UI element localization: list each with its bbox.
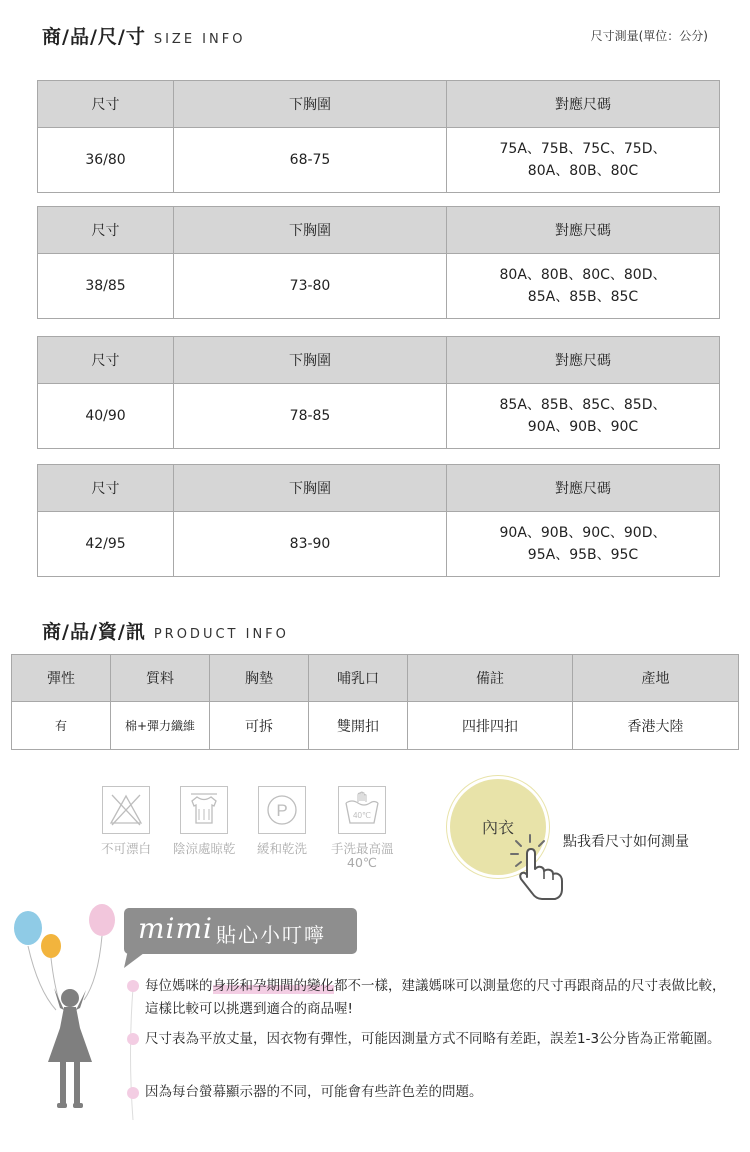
svg-text:P: P — [276, 801, 288, 820]
product-title-en: PRODUCT INFO — [153, 627, 289, 642]
header-size: 尺寸 — [38, 81, 174, 128]
cups-value: 75A、75B、75C、75D、 80A、80B、80C — [447, 128, 720, 193]
care-label: 不可漂白 — [100, 841, 151, 856]
size-table-header — [38, 465, 720, 512]
product-table-header — [12, 655, 739, 702]
tip-bullet — [127, 980, 139, 992]
care-no-bleach — [95, 786, 157, 856]
header-notes: 備註 — [408, 655, 573, 702]
balloon-orange — [41, 934, 61, 958]
dry-clean-p-icon — [258, 786, 306, 834]
size-table-header — [38, 207, 720, 254]
product-section-title — [42, 617, 289, 644]
tip-bullet — [127, 1033, 139, 1045]
size-table-3 — [37, 336, 720, 449]
table-row — [12, 702, 739, 750]
svg-text:40℃: 40℃ — [353, 811, 371, 820]
notes-value: 四排四扣 — [408, 702, 573, 750]
size-value: 38/85 — [38, 254, 174, 319]
no-bleach-icon — [102, 786, 150, 834]
table-row — [38, 512, 720, 577]
header-cups: 對應尺碼 — [447, 81, 720, 128]
unit-note: 尺寸測量(單位：公分) — [590, 29, 708, 43]
hand-wash-icon — [338, 786, 386, 834]
tip-item-3: 因為每台螢幕顯示器的不同，可能會有些許色差的問題。 — [145, 1084, 483, 1100]
size-title-en: SIZE INFO — [153, 32, 246, 47]
header-cups: 對應尺碼 — [447, 465, 720, 512]
header-size: 尺寸 — [38, 465, 174, 512]
header-underbust: 下胸圍 — [174, 207, 447, 254]
header-nursing-opening: 哺乳口 — [309, 655, 408, 702]
underbust-value: 83-90 — [174, 512, 447, 577]
nursing-opening-value: 雙開扣 — [309, 702, 408, 750]
product-info-table — [11, 654, 739, 750]
elasticity-value: 有 — [12, 702, 111, 750]
size-value: 42/95 — [38, 512, 174, 577]
tip-highlight: 身形和孕期間的變化 — [212, 978, 334, 994]
care-label: 手洗最高溫 40℃ — [331, 841, 394, 870]
tip-bullet — [127, 1087, 139, 1099]
size-title-zh: 商/品/尺/寸 — [42, 26, 146, 48]
balloon-pink — [89, 904, 115, 936]
care-hand-wash — [331, 786, 393, 870]
tips-guide-line — [127, 988, 139, 1120]
underbust-value: 78-85 — [174, 384, 447, 449]
size-value: 36/80 — [38, 128, 174, 193]
header-underbust: 下胸圍 — [174, 81, 447, 128]
header-material: 質料 — [111, 655, 210, 702]
table-row — [38, 128, 720, 193]
header-underbust: 下胸圍 — [174, 465, 447, 512]
balloon-blue — [14, 911, 42, 945]
care-dry-shade — [173, 786, 235, 856]
size-section-title — [42, 22, 245, 49]
tip-item-2: 尺寸表為平放丈量，因衣物有彈性，可能因測量方式不同略有差距，誤差1-3公分皆為正常範圍。 — [145, 1031, 721, 1047]
table-row — [38, 384, 720, 449]
header-cups: 對應尺碼 — [447, 337, 720, 384]
tips-heading-bubble — [124, 908, 357, 954]
girl-with-balloons-illustration — [8, 900, 126, 1130]
size-table-4 — [37, 464, 720, 577]
padding-value: 可拆 — [210, 702, 309, 750]
size-table-1 — [37, 80, 720, 193]
bubble-tail — [124, 950, 150, 970]
care-label: 陰涼處晾乾 — [173, 841, 236, 856]
cups-value: 90A、90B、90C、90D、 95A、95B、95C — [447, 512, 720, 577]
underbust-value: 73-80 — [174, 254, 447, 319]
size-value: 40/90 — [38, 384, 174, 449]
header-size: 尺寸 — [38, 337, 174, 384]
dry-in-shade-icon — [180, 786, 228, 834]
table-row — [38, 254, 720, 319]
girl-silhouette — [48, 988, 92, 1108]
cups-value: 80A、80B、80C、80D、 85A、85B、85C — [447, 254, 720, 319]
measure-circle-label: 內衣 — [481, 818, 514, 837]
care-label: 緩和乾洗 — [256, 841, 307, 856]
header-elasticity: 彈性 — [12, 655, 111, 702]
origin-value: 香港大陸 — [573, 702, 739, 750]
header-underbust: 下胸圍 — [174, 337, 447, 384]
header-padding: 胸墊 — [210, 655, 309, 702]
header-cups: 對應尺碼 — [447, 207, 720, 254]
tip-item-1: 每位媽咪的身形和孕期間的變化都不一樣，建議媽咪可以測量您的尺寸再跟商品的尺寸表做比較，這樣比較可以挑選到適合的商品喔! — [145, 978, 726, 1017]
product-title-zh: 商/品/資/訊 — [42, 621, 146, 643]
measure-guide-link[interactable]: 點我看尺寸如何測量 — [563, 834, 689, 850]
header-size: 尺寸 — [38, 207, 174, 254]
cups-value: 85A、85B、85C、85D、 90A、90B、90C — [447, 384, 720, 449]
brand-logo: mimi — [138, 912, 214, 945]
size-table-header — [38, 337, 720, 384]
care-dry-clean — [251, 786, 313, 856]
header-origin: 產地 — [573, 655, 739, 702]
tips-title: 貼心小叮嚀 — [216, 923, 326, 947]
size-table-2 — [37, 206, 720, 319]
underbust-value: 68-75 — [174, 128, 447, 193]
size-table-header — [38, 81, 720, 128]
material-value: 棉+彈力纖維 — [111, 702, 210, 750]
